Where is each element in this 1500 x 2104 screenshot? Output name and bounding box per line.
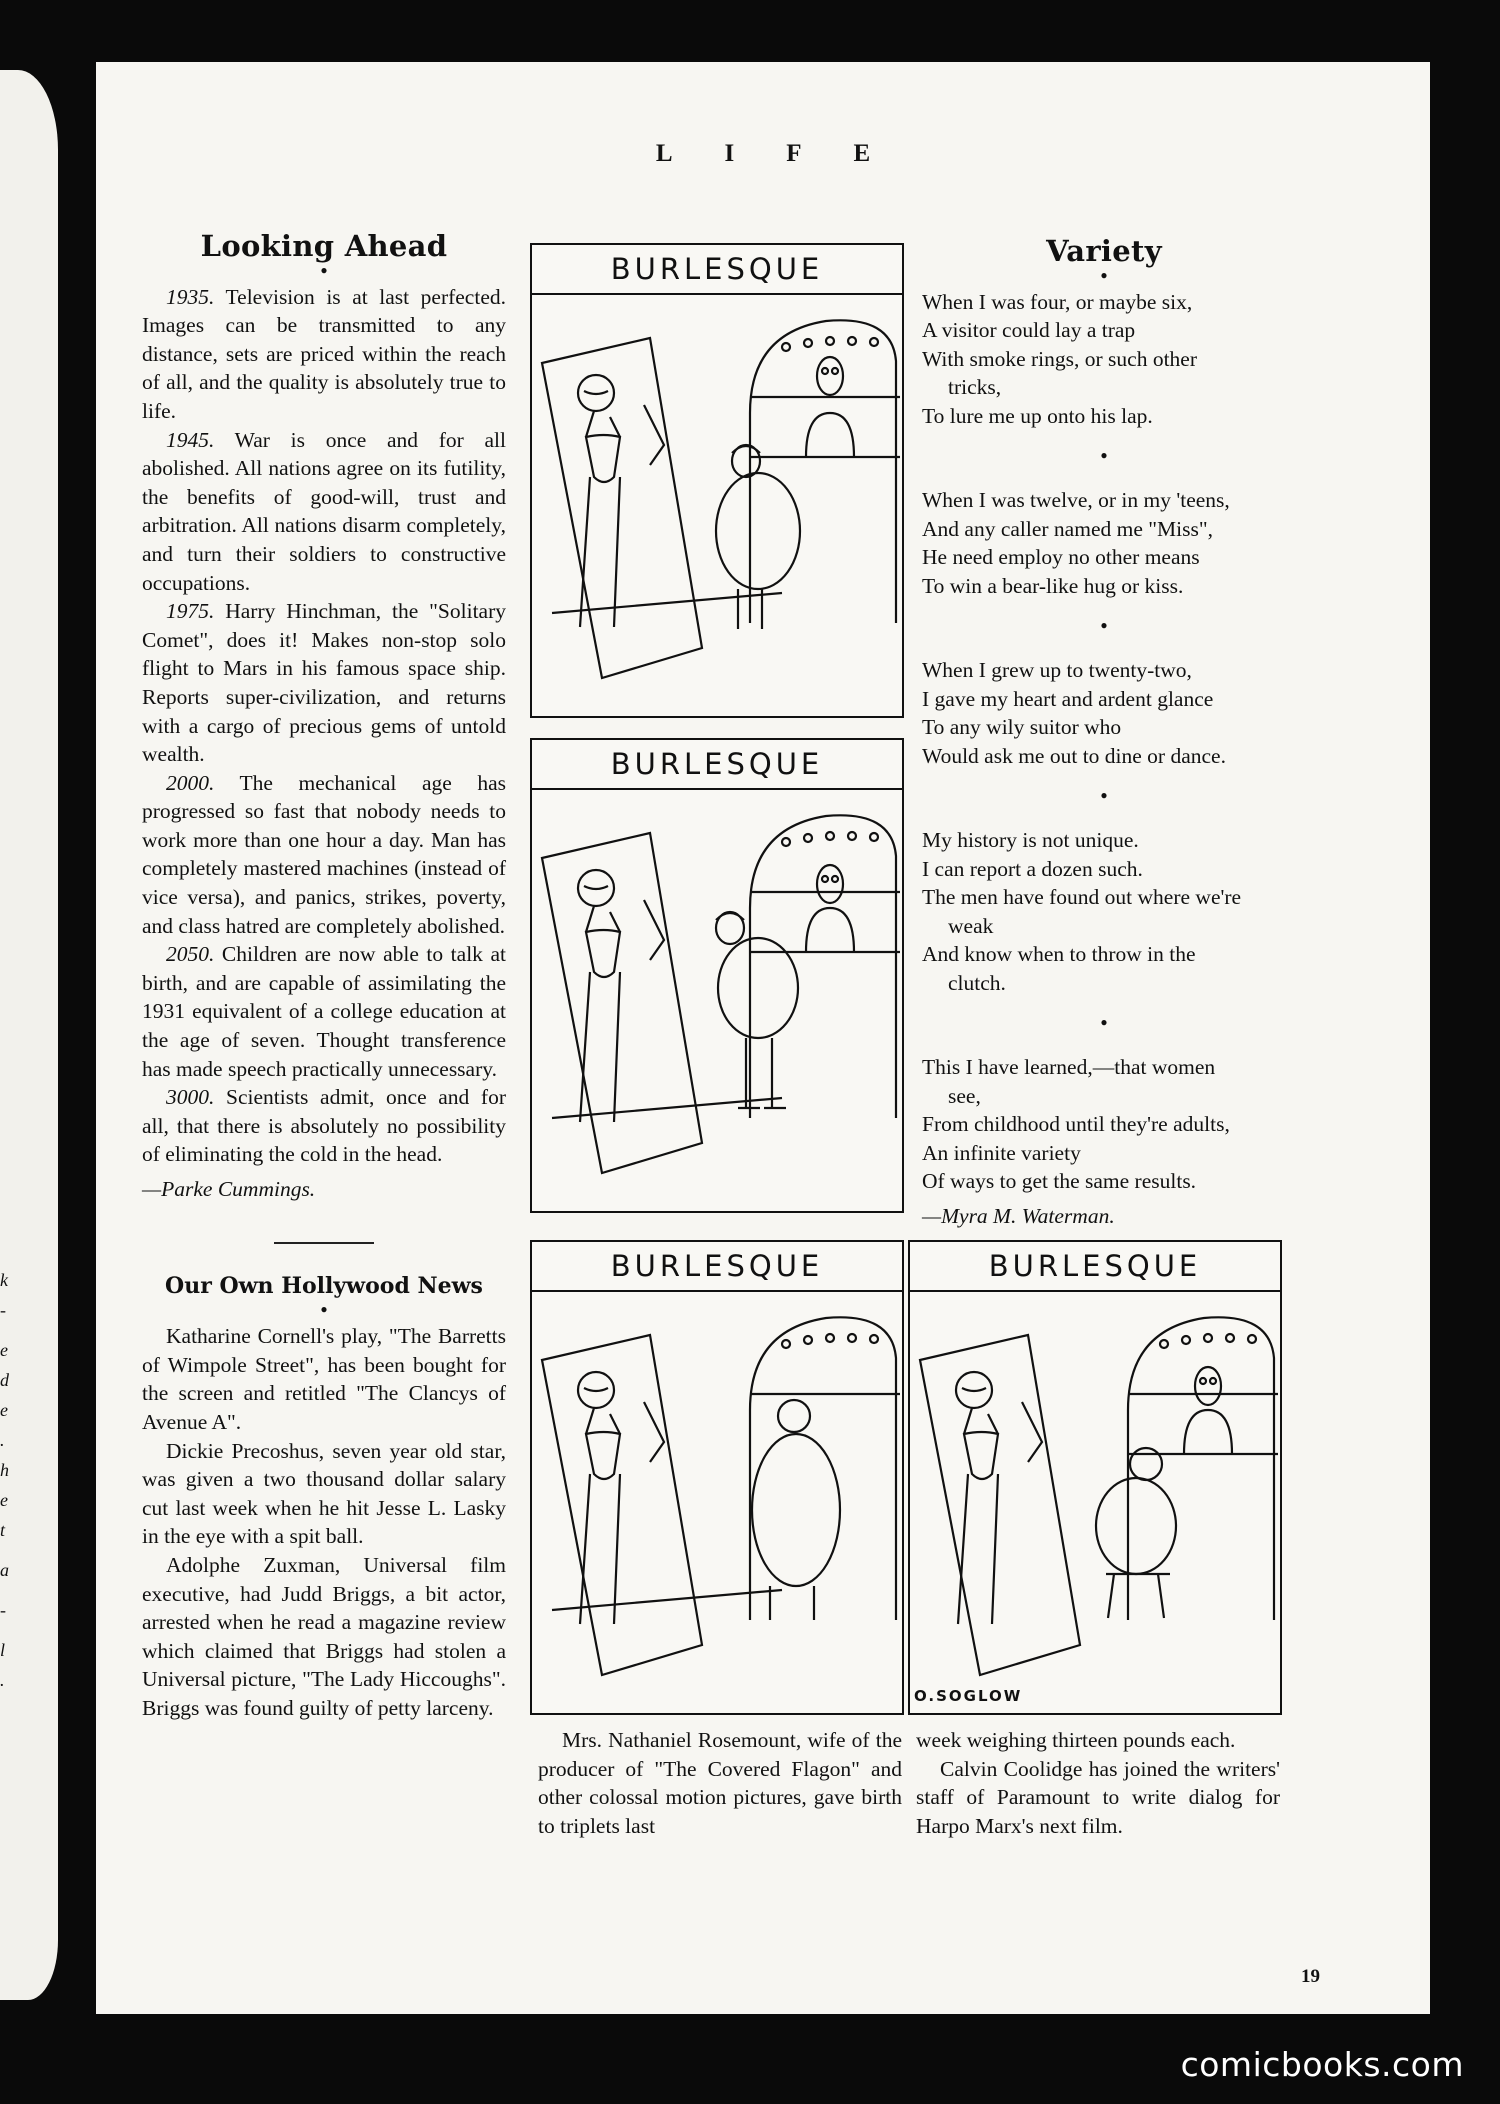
poem-line: With smoke rings, or such other	[922, 346, 1198, 371]
previous-page-edge	[0, 70, 58, 2000]
previous-page-text-fragment: -	[0, 1600, 6, 1620]
looking-ahead-entry	[142, 769, 506, 941]
previous-page-text-fragment: e	[0, 1400, 8, 1420]
poem-stanza	[922, 486, 1286, 600]
poem-stanza	[922, 656, 1286, 770]
looking-ahead-entry	[142, 283, 506, 426]
cartoon-drawing-1	[532, 293, 902, 716]
poem-line: The men have found out where we're	[922, 885, 1242, 910]
entry-year: 2000.	[166, 770, 215, 795]
poem-line: To win a bear-like hug or kiss.	[922, 573, 1184, 598]
entry-text: Harry Hinchman, the "Solitary Comet", does it! Makes non-stop solo flight to Mars in his famous space ship. Reports super-civilization, and returns with a cargo of precious gems of untold wealth.	[142, 599, 506, 767]
previous-page-text-fragment: -	[0, 1300, 6, 1320]
poem-line: This I have learned,—that women	[922, 1055, 1216, 1080]
bullet-divider: ●	[320, 262, 328, 277]
hollywood-paragraph: Adolphe Zuxman, Universal film executive, had Judd Briggs, a bit actor, arrested when he read a magazine review which claimed that Briggs had stolen a Universal picture, "The Lady Hiccoughs". Briggs was found guilty of petty larceny.	[142, 1552, 506, 1720]
site-watermark: comicbooks.com	[1180, 2045, 1464, 2084]
masthead: LIFE	[655, 140, 923, 167]
poem-line: Of ways to get the same results.	[922, 1169, 1197, 1194]
poem-line: My history is not unique.	[922, 828, 1139, 853]
right-bottom-column	[916, 1726, 1280, 1840]
poem-stanza	[922, 1053, 1286, 1196]
stanza-divider: ●	[1100, 448, 1108, 463]
entry-text: War is once and for all abolished. All nations agree on its futility, the benefits of good-will, trust and arbitration. All nations disarm completely, and turn their soldiers to constructive occupations.	[142, 427, 506, 595]
poem-line: And know when to throw in the	[922, 942, 1196, 967]
poem-stanza	[922, 826, 1286, 997]
looking-ahead-entry	[142, 940, 506, 1083]
poem-line: When I was four, or maybe six,	[922, 289, 1193, 314]
poem-line: When I was twelve, or in my 'teens,	[922, 488, 1230, 513]
poem-line: From childhood until they're adults,	[922, 1112, 1230, 1137]
byline-myra-waterman: —Myra M. Waterman.	[922, 1203, 1115, 1228]
poem-line: Would ask me out to dine or dance.	[922, 743, 1226, 768]
poem-line: When I grew up to twenty-two,	[922, 658, 1192, 683]
poem-line: tricks,	[948, 375, 1002, 400]
poem-line: A visitor could lay a trap	[922, 318, 1136, 343]
panel-title: BURLESQUE	[532, 1242, 902, 1292]
looking-ahead-entry	[142, 1083, 506, 1169]
previous-page-text-fragment: l	[0, 1640, 6, 1660]
previous-page-text-fragment: .	[0, 1430, 5, 1450]
byline-parke-cummings: —Parke Cummings.	[142, 1177, 316, 1201]
entry-year: 1975.	[166, 599, 215, 624]
hollywood-paragraph: week weighing thirteen pounds each.	[916, 1728, 1236, 1752]
looking-ahead-body	[142, 283, 506, 1169]
variety-poem	[922, 288, 1286, 1196]
cartoon-drawing-2	[532, 788, 902, 1211]
poem-line: I can report a dozen such.	[922, 856, 1143, 881]
poem-line: To any wily suitor who	[922, 715, 1122, 740]
entry-year: 3000.	[166, 1085, 215, 1110]
hollywood-news-body	[142, 1322, 506, 1722]
entry-year: 2050.	[166, 942, 215, 967]
poem-line: An infinite variety	[922, 1140, 1081, 1165]
previous-page-text-fragment: .	[0, 1670, 5, 1690]
panel-title: BURLESQUE	[910, 1242, 1280, 1292]
poem-line: I gave my heart and ardent glance	[922, 686, 1214, 711]
entry-text: Children are now able to talk at birth, and are capable of assimilating the 1931 equivalent of a college education at the age of seven. Thought transference has made speech practically unnecessary.	[142, 942, 506, 1081]
previous-page-text-fragment: d	[0, 1370, 9, 1390]
looking-ahead-entry	[142, 597, 506, 769]
hollywood-paragraph: Mrs. Nathaniel Rosemount, wife of the producer of "The Covered Flagon" and other colossal motion pictures, gave birth to triplets last	[538, 1728, 902, 1838]
stanza-divider: ●	[1100, 1015, 1108, 1030]
hollywood-paragraph: Katharine Cornell's play, "The Barretts of Wimpole Street", has been bought for the screen and retitled "The Clancys of Avenue A".	[142, 1324, 506, 1434]
panel-title: BURLESQUE	[532, 740, 902, 790]
stanza-divider: ●	[1100, 788, 1108, 803]
article-title-looking-ahead: Looking Ahead	[200, 229, 448, 263]
section-rule	[274, 1242, 374, 1244]
previous-page-text-fragment: t	[0, 1520, 6, 1540]
cartoon-panel-3	[530, 1240, 904, 1715]
artist-credit: O.SOGLOW	[914, 1687, 1023, 1705]
middle-bottom-column	[538, 1726, 902, 1840]
looking-ahead-entry	[142, 426, 506, 598]
cartoon-drawing-4	[910, 1290, 1280, 1713]
poem-line: To lure me up onto his lap.	[922, 403, 1153, 428]
bullet-divider: ●	[1100, 267, 1108, 282]
magazine-page	[96, 62, 1430, 2014]
poem-line: weak	[948, 913, 994, 938]
cartoon-panel-2	[530, 738, 904, 1213]
cartoon-panel-1	[530, 243, 904, 718]
poem-line: see,	[948, 1083, 981, 1108]
cartoon-panel-4	[908, 1240, 1282, 1715]
bullet-divider: ●	[320, 1302, 328, 1317]
entry-year: 1935.	[166, 284, 215, 309]
previous-page-text-fragment: h	[0, 1460, 9, 1480]
right-column	[922, 234, 1286, 1230]
stanza-divider: ●	[1100, 618, 1108, 633]
article-title-hollywood-news: Our Own Hollywood News	[165, 1272, 483, 1299]
poem-stanza	[922, 288, 1286, 431]
previous-page-text-fragment: e	[0, 1490, 8, 1510]
hollywood-paragraph: Dickie Precoshus, seven year old star, was given a two thousand dollar salary cut last week when he hit Jesse L. Lasky in the eye with a spit ball.	[142, 1438, 506, 1549]
previous-page-text-fragment: a	[0, 1560, 9, 1580]
poem-line: And any caller named me "Miss",	[922, 516, 1214, 541]
entry-text: Scientists admit, once and for all, that there is absolutely no possibility of eliminating the cold in the head.	[142, 1085, 506, 1167]
article-title-variety: Variety	[1046, 234, 1162, 268]
poem-line: He need employ no other means	[922, 545, 1200, 570]
poem-line: clutch.	[948, 970, 1006, 995]
previous-page-text-fragment: e	[0, 1340, 8, 1360]
previous-page-text-fragment: k	[0, 1270, 8, 1290]
left-column	[142, 229, 506, 1723]
hollywood-paragraph: Calvin Coolidge has joined the writers' staff of Paramount to write dialog for Harpo Marx's next film.	[916, 1756, 1280, 1838]
entry-text: The mechanical age has progressed so fast that nobody needs to work more than one hour a day. Man has completely mastered machines (instead of vice versa), and panics, strikes, poverty, and class hatred are completely abolished.	[142, 770, 506, 938]
panel-title: BURLESQUE	[532, 245, 902, 295]
entry-text: Television is at last perfected. Images can be transmitted to any distance, sets are priced within the reach of all, and the quality is absolutely true to life.	[142, 284, 506, 423]
page-number: 19	[1301, 1966, 1320, 1987]
entry-year: 1945.	[166, 427, 215, 452]
cartoon-drawing-3	[532, 1290, 902, 1713]
